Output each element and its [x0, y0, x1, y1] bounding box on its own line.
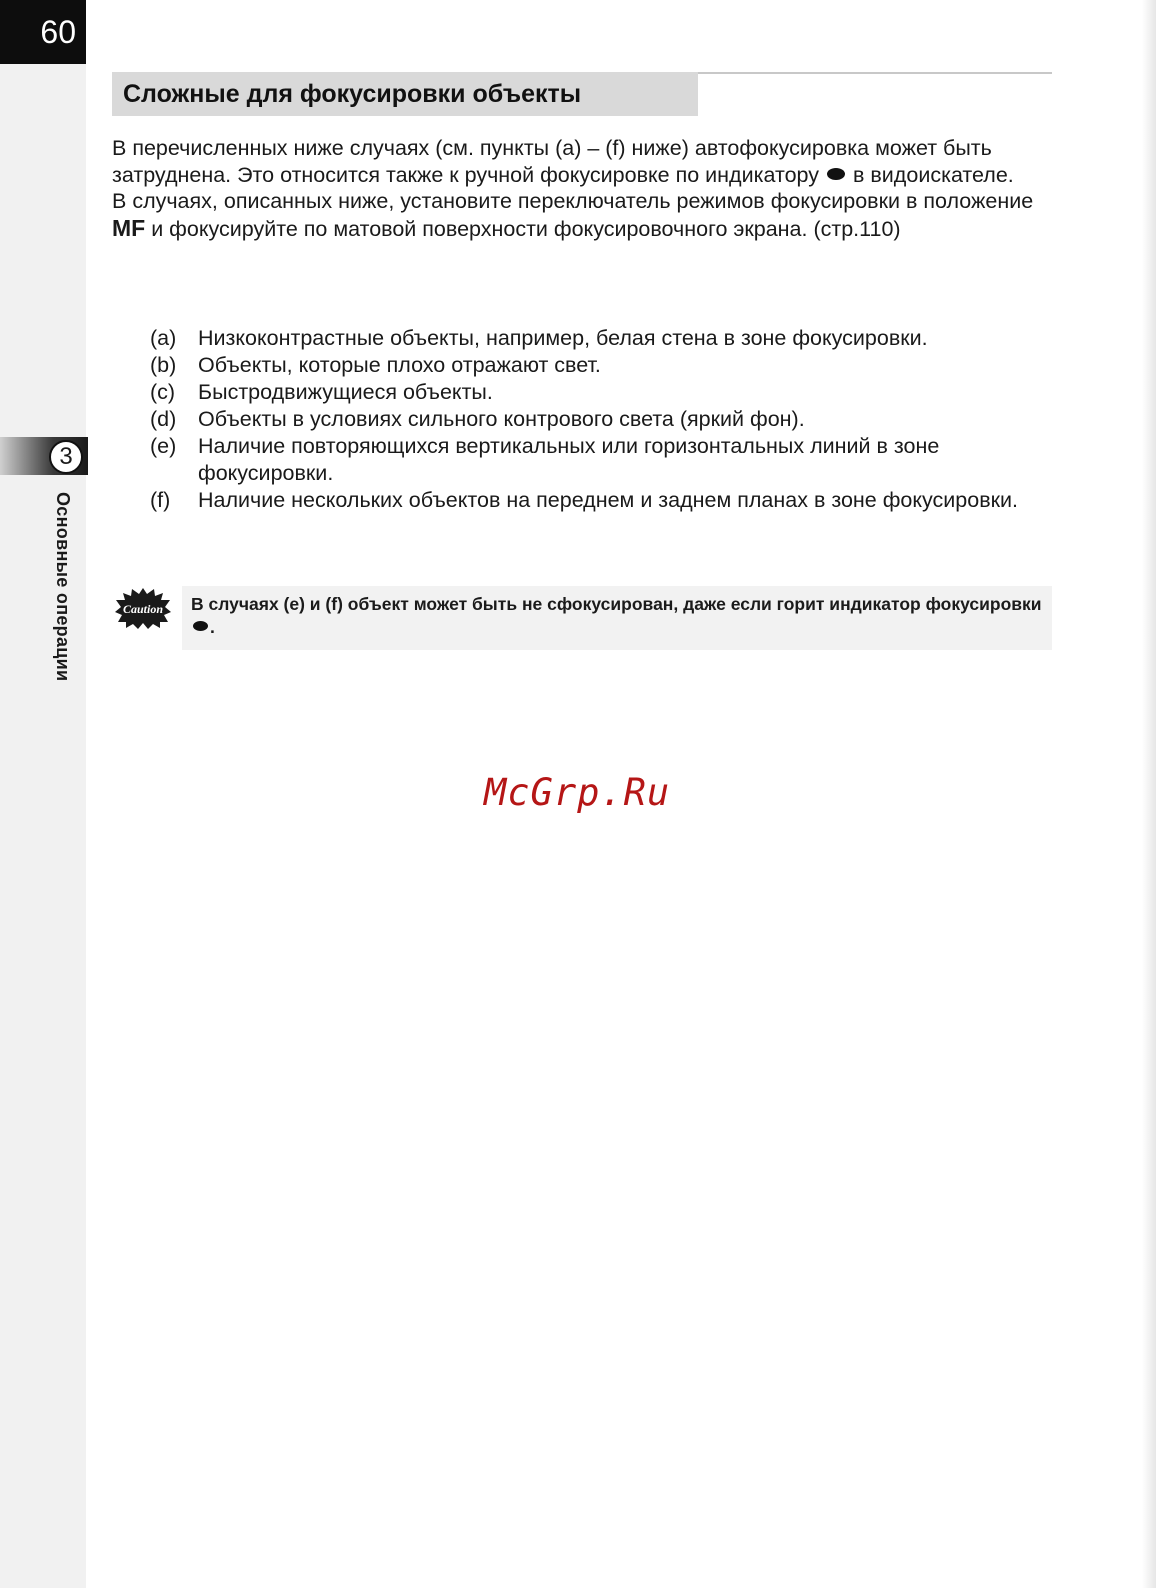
chapter-title: Основные операции — [53, 492, 73, 682]
list-marker: (e) — [150, 434, 177, 458]
list-marker: (b) — [150, 353, 177, 377]
section-title: Сложные для фокусировки объекты — [112, 72, 698, 116]
list-item — [150, 406, 1030, 433]
watermark: McGrp.Ru — [484, 771, 671, 814]
list-item-text: Низкоконтрастные объекты, например, белая стена в зоне фокусировки. — [198, 326, 928, 350]
list-marker: (c) — [150, 380, 176, 404]
page-number: 60 — [0, 0, 86, 64]
caution-text-body: В случаях (e) и (f) объект может быть не сфокусирован, даже если горит индикатор фокусировки — [191, 594, 1042, 614]
intro-p1-end: в видоискателе. — [852, 162, 1014, 187]
list-marker: (a) — [150, 326, 177, 350]
intro-p1-text: В перечисленных ниже случаях (см. пункты (a) – (f) ниже) автофокусировка может быть затруднена. Это относится также к ручной фокусировке по индикатору — [112, 136, 992, 187]
list-item — [150, 487, 1030, 514]
intro-p2-end: и фокусируйте по матовой поверхности фокусировочного экрана. (стр.110) — [151, 216, 901, 241]
caution-icon-label: Caution — [122, 602, 164, 616]
page-edge — [1142, 0, 1156, 1588]
list-marker: (d) — [150, 407, 177, 431]
intro-text — [112, 135, 1042, 242]
list-item — [150, 325, 1030, 352]
list-item-text: Быстродвижущиеся объекты. — [198, 380, 493, 404]
list-item — [150, 433, 1030, 487]
focus-indicator-icon — [193, 621, 208, 631]
caution-icon — [114, 587, 172, 629]
list-item-text: Объекты, которые плохо отражают свет. — [198, 353, 601, 377]
intro-paragraph-1 — [112, 135, 1042, 188]
chapter-number-badge: 3 — [49, 440, 83, 474]
focus-indicator-icon — [827, 168, 845, 180]
list-item — [150, 352, 1030, 379]
intro-paragraph-2 — [112, 188, 1042, 242]
list-item-text: Объекты в условиях сильного контрового света (яркий фон). — [198, 407, 805, 431]
list-item-text: Наличие нескольких объектов на переднем и заднем планах в зоне фокусировки. — [198, 488, 1019, 512]
list-marker: (f) — [150, 488, 171, 512]
sidebar-strip — [0, 0, 86, 1588]
mf-label: MF — [112, 214, 146, 241]
cases-list — [150, 325, 1030, 514]
intro-p2-text: В случаях, описанных ниже, установите переключатель режимов фокусировки в положение — [112, 189, 1034, 213]
list-item-text: Наличие повторяющихся вертикальных или горизонтальных линий в зоне фокусировки. — [198, 434, 940, 485]
list-item — [150, 379, 1030, 406]
caution-text — [191, 593, 1051, 639]
caution-text-end: . — [210, 617, 215, 637]
